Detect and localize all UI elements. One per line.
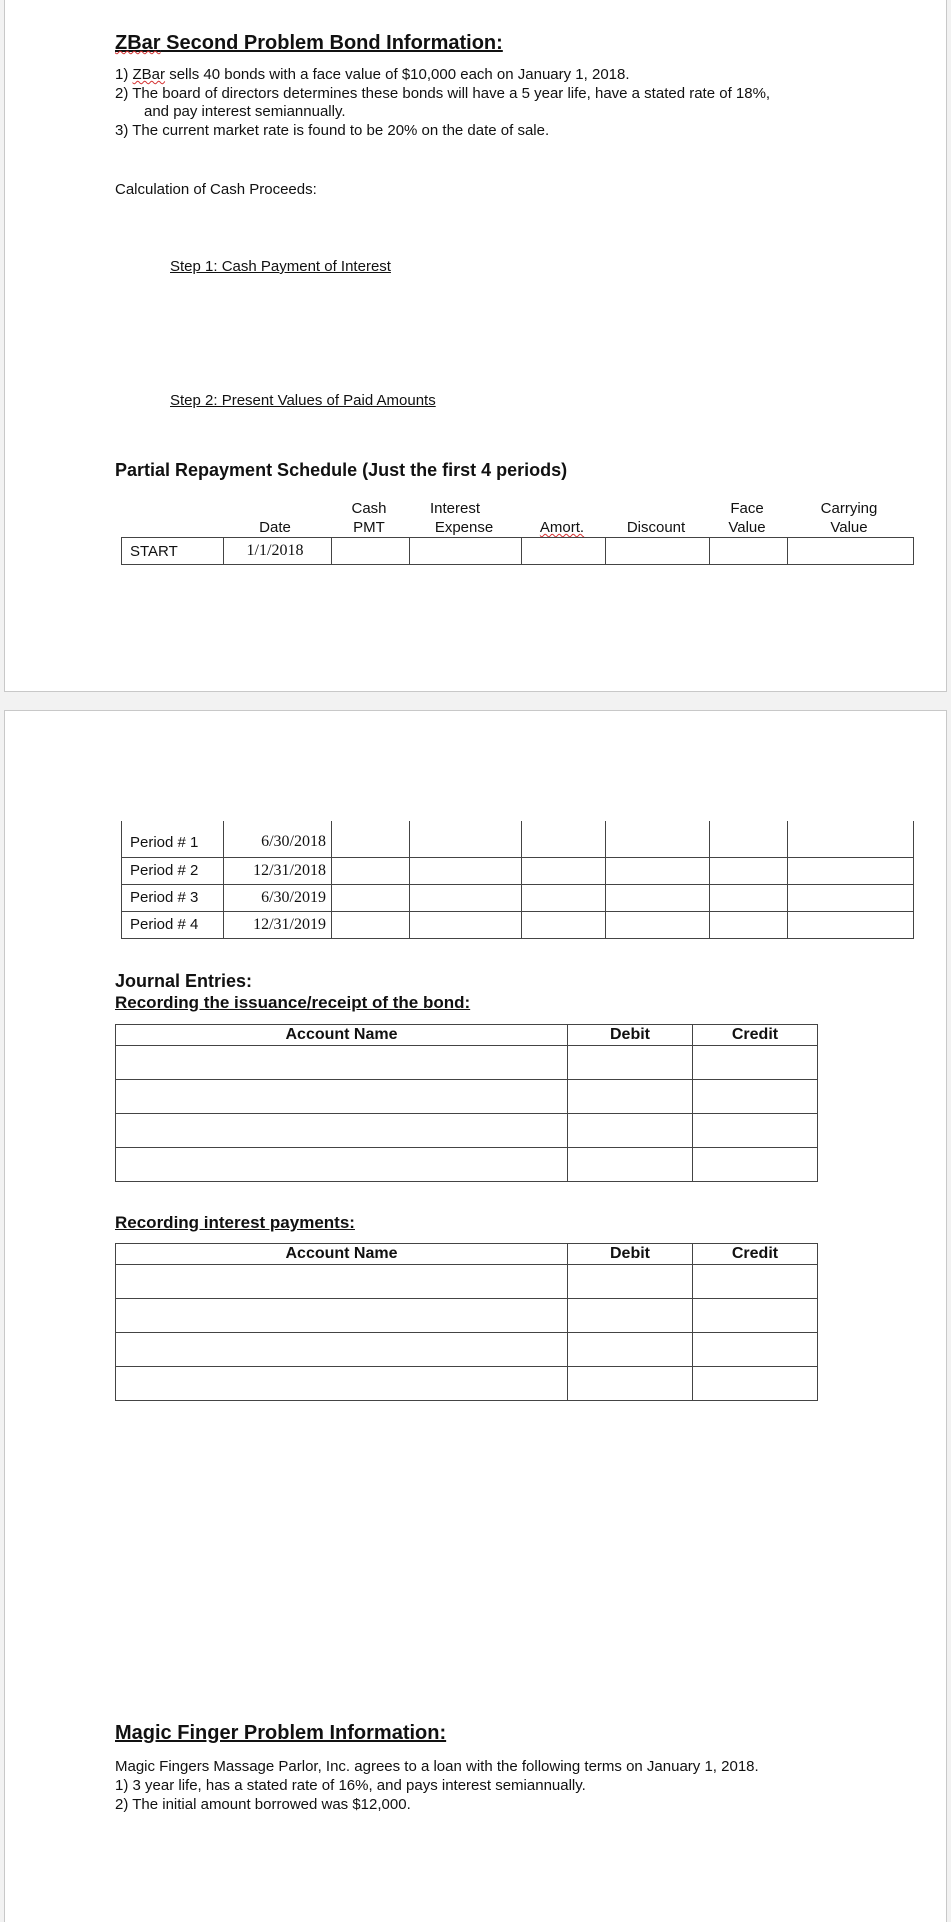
cell-interest-expense[interactable] — [410, 857, 522, 884]
col-header-discount: Discount — [626, 519, 686, 536]
cell-face-value[interactable] — [710, 538, 788, 565]
cell-amort[interactable] — [522, 911, 606, 938]
interest-subtitle: Recording interest payments: — [115, 1213, 355, 1232]
table-row — [116, 1299, 818, 1333]
col-header-cash-pmt: Cash PMT — [351, 500, 387, 536]
magic-intro: Magic Fingers Massage Parlor, Inc. agrees to a loan with the following terms on January 1, 2018. — [115, 1758, 759, 1775]
cell-discount[interactable] — [606, 884, 710, 911]
magic-title: Magic Finger Problem Information: — [115, 1722, 447, 1744]
cell-interest-expense[interactable] — [410, 911, 522, 938]
cell-amort[interactable] — [522, 857, 606, 884]
cell-carrying-value[interactable] — [788, 884, 914, 911]
cell-cash-pmt[interactable] — [332, 911, 410, 938]
magic-item-2: 2) The initial amount borrowed was $12,000. — [115, 1796, 411, 1813]
row-label: Period # 3 — [122, 884, 224, 911]
account-name-cell[interactable] — [116, 1114, 568, 1148]
account-name-cell[interactable] — [116, 1080, 568, 1114]
col-header-face-value: Face Value — [728, 500, 766, 536]
zbar-title-rest: Second Problem Bond Information: — [160, 32, 503, 54]
debit-cell[interactable] — [568, 1265, 693, 1299]
debit-cell[interactable] — [568, 1114, 693, 1148]
table-row-start — [122, 538, 914, 565]
col-header-account-name: Account Name — [116, 1244, 568, 1265]
table-row — [122, 821, 914, 857]
cell-discount[interactable] — [606, 538, 710, 565]
cell-interest-expense[interactable] — [410, 538, 522, 565]
table-row — [116, 1046, 818, 1080]
schedule-title: Partial Repayment Schedule (Just the first 4 periods) — [115, 460, 568, 480]
schedule-periods-table — [121, 821, 914, 939]
issuance-subtitle: Recording the issuance/receipt of the bond: — [115, 993, 471, 1012]
cell-carrying-value[interactable] — [788, 538, 914, 565]
col-header-credit: Credit — [693, 1244, 818, 1265]
col-header-account-name: Account Name — [116, 1025, 568, 1046]
account-name-cell[interactable] — [116, 1299, 568, 1333]
credit-cell[interactable] — [693, 1148, 818, 1182]
cell-discount[interactable] — [606, 857, 710, 884]
zbar-title-word: ZBar — [115, 32, 161, 54]
zbar-item-3: 3) The current market rate is found to be 20% on the date of sale. — [115, 122, 550, 139]
document-page-1 — [4, 0, 947, 692]
row-label: START — [122, 538, 224, 565]
cell-cash-pmt[interactable] — [332, 857, 410, 884]
schedule-start-table — [121, 537, 914, 565]
cell-face-value[interactable] — [710, 911, 788, 938]
col-header-credit: Credit — [693, 1025, 818, 1046]
table-row — [116, 1148, 818, 1182]
zbar-item-2-line1: 2) The board of directors determines these bonds will have a 5 year life, have a stated rate of 18%, — [115, 85, 771, 102]
zbar-item-1: 1) ZBar sells 40 bonds with a face value of $10,000 each on January 1, 2018. — [115, 66, 630, 83]
cell-carrying-value[interactable] — [788, 857, 914, 884]
row-date: 12/31/2018 — [224, 857, 332, 884]
cell-face-value[interactable] — [710, 857, 788, 884]
debit-cell[interactable] — [568, 1367, 693, 1401]
cell-amort[interactable] — [522, 821, 606, 857]
cell-interest-expense[interactable] — [410, 884, 522, 911]
table-row — [116, 1265, 818, 1299]
credit-cell[interactable] — [693, 1367, 818, 1401]
credit-cell[interactable] — [693, 1080, 818, 1114]
row-label: Period # 2 — [122, 857, 224, 884]
table-row — [116, 1114, 818, 1148]
account-name-cell[interactable] — [116, 1046, 568, 1080]
cell-interest-expense[interactable] — [410, 821, 522, 857]
interest-journal-table — [115, 1243, 818, 1401]
calc-heading: Calculation of Cash Proceeds: — [115, 181, 317, 198]
account-name-cell[interactable] — [116, 1148, 568, 1182]
cell-cash-pmt[interactable] — [332, 538, 410, 565]
account-name-cell[interactable] — [116, 1367, 568, 1401]
debit-cell[interactable] — [568, 1333, 693, 1367]
row-date: 6/30/2019 — [224, 884, 332, 911]
table-row — [122, 911, 914, 938]
table-row — [116, 1333, 818, 1367]
table-row — [116, 1080, 818, 1114]
debit-cell[interactable] — [568, 1080, 693, 1114]
col-header-debit: Debit — [568, 1244, 693, 1265]
row-date: 12/31/2019 — [224, 911, 332, 938]
table-header-row — [116, 1025, 818, 1046]
cell-amort[interactable] — [522, 538, 606, 565]
debit-cell[interactable] — [568, 1299, 693, 1333]
zbar-item-2-line2: and pay interest semiannually. — [144, 103, 346, 120]
journal-title: Journal Entries: — [115, 971, 253, 991]
table-row — [122, 884, 914, 911]
cell-cash-pmt[interactable] — [332, 884, 410, 911]
cell-face-value[interactable] — [710, 884, 788, 911]
col-header-interest-expense: Interest Expense — [430, 500, 494, 536]
row-date: 1/1/2018 — [224, 538, 332, 565]
col-header-date: Date — [259, 519, 291, 536]
col-header-carrying-value: Carrying Value — [820, 500, 878, 536]
cell-carrying-value[interactable] — [788, 911, 914, 938]
debit-cell[interactable] — [568, 1148, 693, 1182]
cell-cash-pmt[interactable] — [332, 821, 410, 857]
credit-cell[interactable] — [693, 1114, 818, 1148]
credit-cell[interactable] — [693, 1265, 818, 1299]
cell-carrying-value[interactable] — [788, 821, 914, 857]
magic-item-1: 1) 3 year life, has a stated rate of 16%, and pays interest semiannually. — [115, 1777, 586, 1794]
row-date: 6/30/2018 — [224, 821, 332, 857]
row-label: Period # 1 — [122, 821, 224, 857]
table-row — [122, 857, 914, 884]
account-name-cell[interactable] — [116, 1265, 568, 1299]
step-2-heading: Step 2: Present Values of Paid Amounts — [170, 392, 436, 409]
issuance-journal-table — [115, 1024, 818, 1182]
account-name-cell[interactable] — [116, 1333, 568, 1367]
zbar-title — [115, 32, 503, 55]
col-header-debit: Debit — [568, 1025, 693, 1046]
col-header-amort: Amort. — [539, 519, 585, 536]
document-page-2 — [4, 710, 947, 1922]
table-row — [116, 1367, 818, 1401]
cell-amort[interactable] — [522, 884, 606, 911]
debit-cell[interactable] — [568, 1046, 693, 1080]
credit-cell[interactable] — [693, 1046, 818, 1080]
cell-discount[interactable] — [606, 821, 710, 857]
cell-face-value[interactable] — [710, 821, 788, 857]
row-label: Period # 4 — [122, 911, 224, 938]
credit-cell[interactable] — [693, 1299, 818, 1333]
credit-cell[interactable] — [693, 1333, 818, 1367]
step-1-heading: Step 1: Cash Payment of Interest — [170, 258, 391, 275]
table-header-row — [116, 1244, 818, 1265]
cell-discount[interactable] — [606, 911, 710, 938]
